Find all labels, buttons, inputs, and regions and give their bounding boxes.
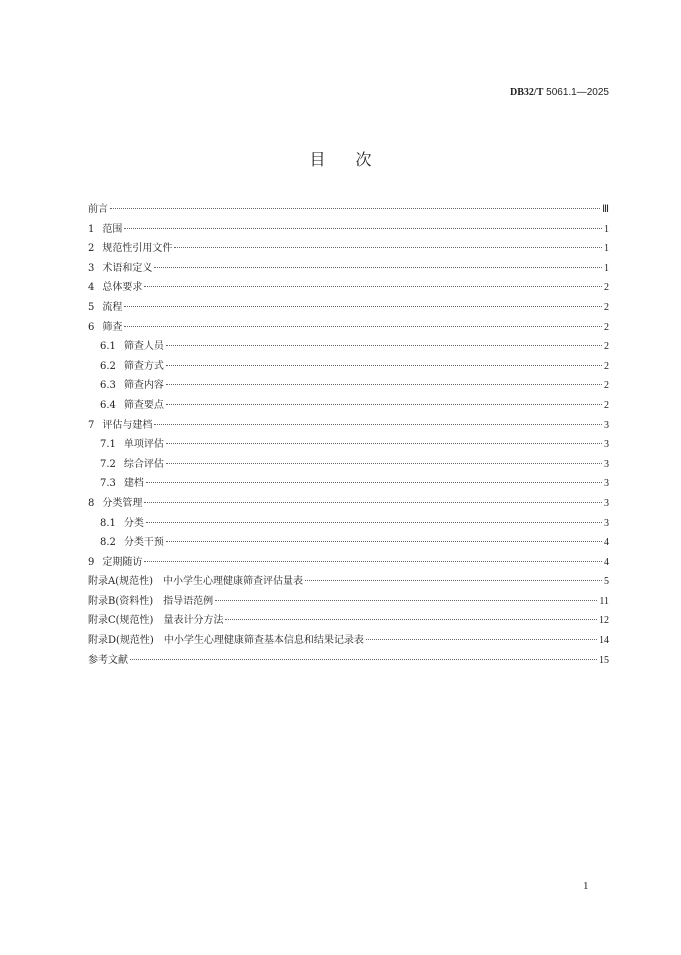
toc-leader-dots	[154, 267, 602, 268]
toc-entry-page: 3	[604, 419, 609, 431]
toc-entry-page: 15	[599, 654, 609, 666]
toc-entry-number: 6.3	[100, 380, 116, 392]
toc-leader-dots	[144, 502, 602, 503]
toc-entry-page: 5	[604, 576, 609, 588]
toc-entry[interactable]	[88, 298, 609, 318]
toc-entry[interactable]	[88, 611, 609, 631]
toc-leader-dots	[110, 208, 600, 209]
toc-entry[interactable]	[88, 278, 609, 298]
toc-entry-label: 筛查人员	[123, 341, 164, 353]
toc-leader-dots	[144, 561, 602, 562]
toc-entry-number: 3	[88, 262, 95, 274]
toc-entry-page: 3	[604, 517, 609, 529]
toc-entry-number: 6.4	[100, 399, 116, 411]
toc-entry-page: 1	[604, 243, 609, 255]
toc-entry[interactable]	[88, 572, 609, 592]
toc-entry[interactable]	[88, 514, 609, 534]
toc-entry-number: 7	[88, 419, 95, 431]
toc-entry[interactable]	[88, 396, 609, 416]
toc-entry[interactable]	[88, 592, 609, 612]
toc-entry[interactable]	[88, 553, 609, 573]
toc-leader-dots	[225, 619, 597, 620]
toc-leader-dots	[166, 345, 602, 346]
toc-entry[interactable]	[88, 239, 609, 259]
toc-entry-number: 4	[88, 282, 95, 294]
toc-entry-page: 12	[599, 615, 609, 627]
toc-leader-dots	[166, 384, 602, 385]
toc-leader-dots	[366, 639, 597, 640]
toc-entry-page: 1	[604, 262, 609, 274]
toc-entry-page: 2	[604, 380, 609, 392]
toc-entry[interactable]	[88, 259, 609, 279]
toc-entry-label: 筛查内容	[123, 380, 164, 392]
toc-entry-number: 6	[88, 321, 95, 333]
toc-leader-dots	[124, 326, 602, 327]
toc-entry-page: 2	[604, 341, 609, 353]
toc-entry-page: 14	[599, 635, 609, 647]
toc-entry-label: 分类干预	[123, 537, 164, 549]
toc-leader-dots	[166, 463, 602, 464]
document-code-number: 5061.1—2025	[543, 87, 609, 98]
toc-entry-number: 1	[88, 223, 95, 235]
toc-entry-label: 范围	[102, 223, 123, 235]
toc-entry-label: 总体要求	[102, 282, 143, 294]
toc-entry-number: 6.2	[100, 360, 116, 372]
page-number: 1	[583, 880, 589, 892]
toc-entry-number: 6.1	[100, 341, 116, 353]
toc-entry[interactable]	[88, 631, 609, 651]
toc-entry[interactable]	[88, 651, 609, 671]
toc-entry[interactable]	[88, 455, 609, 475]
toc-leader-dots	[166, 443, 602, 444]
toc-entry-number: 9	[88, 556, 95, 568]
toc-entry-number: 8	[88, 497, 95, 509]
toc-entry-label: 综合评估	[123, 458, 164, 470]
toc-entry[interactable]	[88, 337, 609, 357]
toc-entry-page: 3	[604, 458, 609, 470]
toc-entry-number: 2	[88, 243, 95, 255]
toc-entry-number: 8.2	[100, 537, 116, 549]
toc-entry-label: 参考文献	[88, 654, 128, 666]
document-code-prefix: DB32/T	[510, 87, 544, 98]
toc-title: 目次	[309, 150, 402, 169]
toc-entry-page: 2	[604, 301, 609, 313]
toc-entry-page: 4	[604, 537, 609, 549]
toc-entry-label: 建档	[123, 478, 144, 490]
toc-leader-dots	[146, 522, 602, 523]
toc-entry-label: 单项评估	[123, 439, 164, 451]
toc-entry-number: 7.2	[100, 458, 116, 470]
toc-entry-page: 3	[604, 478, 609, 490]
toc-entry-page: 1	[604, 223, 609, 235]
toc-entry-page: 2	[604, 282, 609, 294]
toc-entry-number: 7.3	[100, 478, 116, 490]
toc-leader-dots	[166, 404, 602, 405]
toc-leader-dots	[166, 365, 602, 366]
toc-entry[interactable]	[88, 220, 609, 240]
toc-entry-page: 4	[604, 556, 609, 568]
toc-entry-label: 筛查方式	[123, 360, 164, 372]
toc-leader-dots	[144, 286, 602, 287]
toc-leader-dots	[146, 482, 602, 483]
toc-entry-label: 流程	[102, 301, 123, 313]
toc-entry[interactable]	[88, 533, 609, 553]
toc-entry[interactable]	[88, 357, 609, 377]
toc-entry-label: 筛查要点	[123, 399, 164, 411]
toc-leader-dots	[305, 580, 602, 581]
toc-entry-label: 分类管理	[102, 497, 143, 509]
toc-entry-label: 评估与建档	[102, 419, 153, 431]
toc-leader-dots	[174, 247, 602, 248]
toc-leader-dots	[124, 306, 602, 307]
toc-entry-number: 8.1	[100, 517, 116, 529]
toc-entry-label: 附录B(资料性) 指导语范例	[88, 595, 214, 607]
toc-entry-label: 术语和定义	[102, 262, 153, 274]
toc-entry[interactable]	[88, 494, 609, 514]
toc-entry[interactable]	[88, 474, 609, 494]
toc-entry[interactable]	[88, 376, 609, 396]
toc-entry-page: 2	[604, 399, 609, 411]
toc-entry-label: 前言	[88, 204, 108, 215]
toc-entry[interactable]	[88, 435, 609, 455]
toc-leader-dots	[215, 600, 597, 601]
toc-entry-label: 筛查	[102, 321, 123, 333]
toc-entry-page: 11	[599, 595, 609, 607]
toc-entry[interactable]	[88, 200, 609, 220]
toc-entry-label: 分类	[123, 517, 144, 529]
toc-entry-label: 附录A(规范性) 中小学生心理健康筛查评估量表	[88, 576, 304, 588]
toc-entry-page: 3	[604, 497, 609, 509]
toc-entry-number: 5	[88, 301, 95, 313]
toc-entry-label: 附录C(规范性) 量表计分方法	[88, 615, 224, 627]
document-code	[510, 87, 609, 98]
toc-leader-dots	[124, 228, 602, 229]
toc-entry-number: 7.1	[100, 439, 116, 451]
table-of-contents	[88, 200, 609, 670]
toc-entry[interactable]	[88, 318, 609, 338]
toc-leader-dots	[154, 424, 602, 425]
toc-entry-page: 2	[604, 360, 609, 372]
toc-entry-page: 2	[604, 321, 609, 333]
toc-leader-dots	[166, 541, 602, 542]
toc-entry-label: 规范性引用文件	[102, 243, 173, 255]
toc-entry-page: 3	[604, 439, 609, 451]
toc-entry-page: Ⅲ	[602, 204, 609, 215]
toc-leader-dots	[130, 659, 597, 660]
toc-entry-label: 附录D(规范性) 中小学生心理健康筛查基本信息和结果记录表	[88, 635, 364, 647]
toc-entry-label: 定期随访	[102, 556, 143, 568]
toc-entry[interactable]	[88, 416, 609, 436]
